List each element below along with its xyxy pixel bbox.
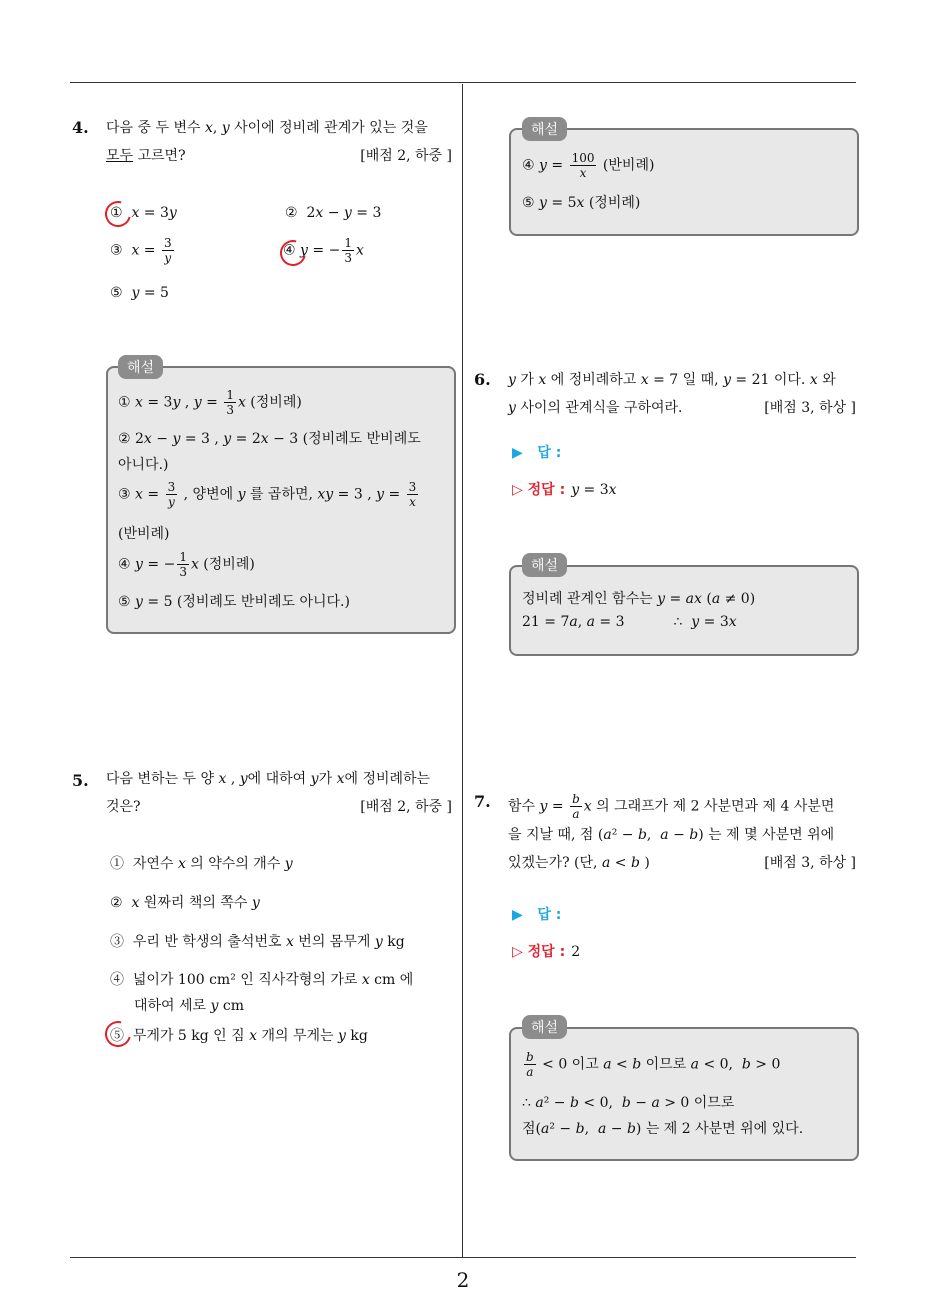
q6-number: 6. [474, 370, 491, 389]
q7-correct-value: 2 [571, 944, 581, 960]
q7-solution-tag: 해설 [522, 1015, 567, 1039]
q5-number: 5. [72, 771, 89, 790]
q6-answer-row [512, 442, 561, 462]
q4-choice-5: ⑤ y = 5 [110, 285, 169, 301]
q5-choice-2: ② x 원짜리 책의 쪽수 y [110, 895, 260, 911]
q4-choice-1: ① x = 3y [110, 205, 177, 221]
page-number: 2 [456, 1268, 470, 1292]
q5-choice-1: ① 자연수 x 의 약수의 개수 y [110, 856, 293, 872]
q6-sol-line: 21 = 7a, a = 3 ∴ y = 3x [522, 614, 737, 630]
q5-score: [배점 2, 하중 ] [360, 799, 452, 815]
q4-question [106, 114, 452, 170]
play-icon: ▶ [512, 445, 523, 461]
q6-score: [배점 3, 하상 ] [764, 400, 856, 416]
q5-text-line1: 다음 변하는 두 양 x , y에 대하여 y가 x에 정비례하는 [106, 771, 431, 787]
answer-circle-mark [100, 196, 136, 232]
q4-underlined-word: 모두 [106, 148, 134, 164]
q7-correct-row [512, 941, 580, 961]
q6-correct-row [512, 479, 617, 499]
q6-answer-label: 답 : [537, 445, 562, 461]
q7-question [508, 792, 856, 877]
q6-text-line2: y 사이의 관계식을 구하여라. [배점 3, 하상 ] [508, 394, 856, 422]
q4-sol-line: ① x = 3y , y = $\frac{1}{3}$ x (정비례) [118, 388, 302, 417]
q4-choice-3: ③ x = $\frac{3}{y}$ [110, 236, 172, 265]
q4-sol-line: ② 2x − y = 3 , y = 2x − 3 (정비례도 반비례도 [118, 431, 421, 447]
outline-play-icon: ▷ [512, 482, 523, 498]
q4-right-solution-box [509, 128, 859, 236]
q7-text-line1: 함수 y = $\frac{b}{a}$ x 의 그래프가 제 2 사분면과 제 4 사분면 [508, 792, 835, 821]
outline-play-icon: ▷ [512, 944, 523, 960]
q6-sol-line: 정비례 관계인 함수는 y = ax (a ≠ 0) [522, 591, 756, 607]
q6-text-line1: y 가 x 에 정비례하고 x = 7 일 때, y = 21 이다. x 와 [508, 372, 836, 388]
q4-right-sol-line: ④ y = $\frac{100}{x}$ (반비례) [522, 151, 655, 180]
top-rule [70, 82, 856, 83]
q4-text-line2 [106, 142, 452, 170]
q4-text-line2-rest: 고르면? [133, 148, 186, 164]
play-icon: ▶ [512, 907, 523, 923]
q4-solution-tag: 해설 [118, 355, 163, 379]
q4-choice-4: ④ y = − $\frac{1}{3}$ x [283, 236, 364, 265]
q7-sol-line: $\frac{b}{a}$ < 0 이고 a < b 이므로 a < 0, b > 0 [526, 1050, 781, 1079]
q4-sol-line: ④ y = − $\frac{1}{3}$ x (정비례) [118, 550, 255, 579]
q5-text-line2 [106, 793, 452, 821]
q4-choice-2: ② 2x − y = 3 [285, 205, 382, 221]
q4-right-solution-tag: 해설 [522, 117, 567, 141]
q7-answer-row [512, 904, 561, 924]
q7-sol-line: ∴ a² − b < 0, b − a > 0 이므로 [522, 1095, 735, 1111]
q5-text-line2-label: 것은? [106, 799, 141, 815]
q7-text-line3: 있겠는가? (단, a < b ) [배점 3, 하상 ] [508, 849, 856, 877]
q5-choice-4-cont: 대하여 세로 y cm [134, 998, 245, 1014]
q7-answer-label: 답 : [537, 907, 562, 923]
q4-score: [배점 2, 하중 ] [360, 148, 452, 164]
q7-number: 7. [474, 792, 491, 811]
q7-correct-label: 정답 : [527, 944, 566, 960]
column-divider [462, 84, 463, 1257]
q6-solution-tag: 해설 [522, 553, 567, 577]
bottom-rule [70, 1257, 856, 1258]
q4-number: 4. [72, 118, 89, 137]
q6-correct-label: 정답 : [527, 482, 566, 498]
q4-text-line1: 다음 중 두 변수 x, y 사이에 정비례 관계가 있는 것을 [106, 120, 428, 136]
q5-question [106, 765, 452, 821]
q7-sol-line: 점(a² − b, a − b) 는 제 2 사분면 위에 있다. [522, 1121, 804, 1137]
q5-choice-5: ⑤ 무게가 5 kg 인 짐 x 개의 무게는 y kg [110, 1028, 368, 1044]
q4-sol-line: 아니다.) [118, 457, 169, 473]
q4-right-sol-line: ⑤ y = 5x (정비례) [522, 195, 641, 211]
q5-choice-4: ④ 넓이가 100 cm² 인 직사각형의 가로 x cm 에 [110, 972, 414, 988]
q5-choice-3: ③ 우리 반 학생의 출석번호 x 번의 몸무게 y kg [110, 934, 405, 950]
q6-solution-box [509, 565, 859, 656]
q4-sol-line: (반비례) [118, 526, 170, 542]
q4-sol-line: ⑤ y = 5 (정비례도 반비례도 아니다.) [118, 594, 350, 610]
answer-circle-mark [100, 1016, 136, 1052]
q7-score: [배점 3, 하상 ] [764, 855, 856, 871]
q6-correct-value: y = 3x [571, 482, 617, 498]
q6-question [508, 366, 856, 422]
q4-sol-line: ③ x = $\frac{3}{y}$ , 양변에 y 를 곱하면, xy = 3 , y = $\frac{3}{x}$ [118, 480, 417, 509]
q7-text-line2: 을 지날 때, 점 (a² − b, a − b) 는 제 몇 사분면 위에 [508, 827, 835, 843]
